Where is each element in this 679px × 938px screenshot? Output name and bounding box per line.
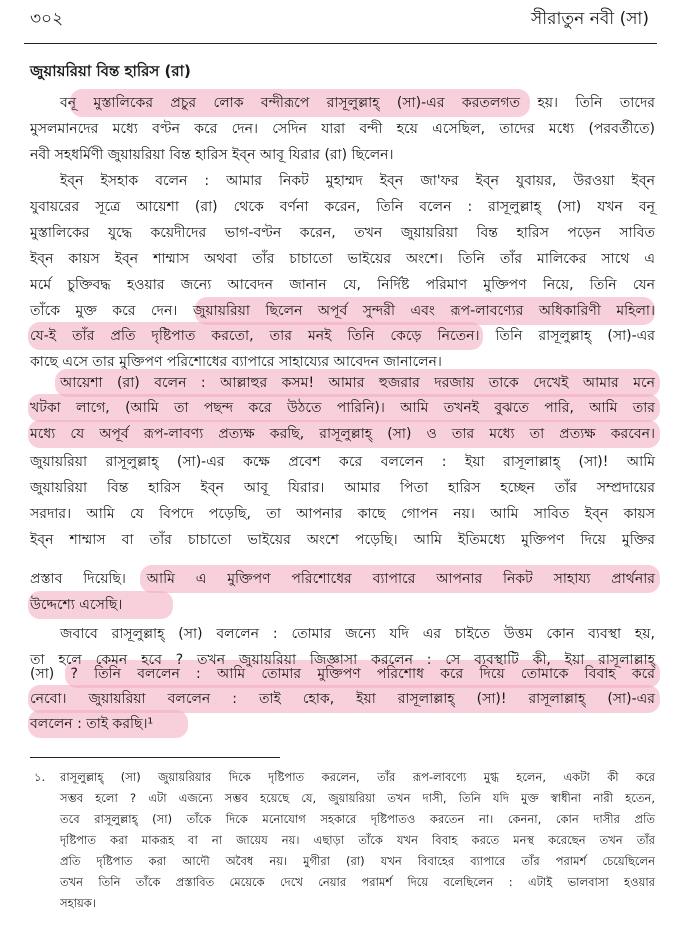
body-line: বনূ মুস্তালিকের প্রচুর লোক বন্দীরূপে রাসূলুল্লাহ্ (সা)-এর করতলগত হয়। তিনি তাদের xyxy=(60,95,655,111)
body-line: সরদার। আমি যে বিপদে পড়েছি, তা আপনার কাছে গোপন নয়। আমি সাবিত ইব্ন কায়স xyxy=(30,506,655,522)
body-line: মর্মে চুক্তিবদ্ধ হওয়ার জন্যে আবেদন জানান যে, নির্দিষ্ট পরিমাণ মুক্তিপণ নিয়ে, তিনি যেন xyxy=(30,277,655,293)
page-number: ৩০২ xyxy=(30,9,64,29)
body-line: ইব্ন শাম্মাস বা তাঁর চাচাতো ভাইয়ের অংশে পড়েছি। আমি ইতিমধ্যে মুক্তিপণ দিয়ে মুক্তির xyxy=(30,532,655,548)
body-line: মুসলমানদের মধ্যে বণ্টন করে দেন। সেদিন যারা বন্দী হয়ে এসেছিল, তাদের মধ্যে (পরবর্তীতে) xyxy=(30,121,655,137)
body-line: জবাবে রাসূলুল্লাহ্ (সা) বললেন : তোমার জন্যে যদি এর চাইতে উত্তম কোন ব্যবস্থা হয়, xyxy=(60,626,655,642)
header-rule xyxy=(24,43,657,44)
footnote-line: রাসূলুল্লাহ্ (সা) জুয়ায়রিয়ার দিকে দৃষ্টিপাত করলেন, তাঁর রূপ-লাবণ্যে মুগ্ধ হলেন, একটা কী করে xyxy=(60,770,655,784)
body-line: ইব্ন ইসহাক বলেন : আমার নিকট মুহাম্মদ ইব্ন জা'ফর ইব্ন যুবায়র, উরওয়া ইব্ন xyxy=(60,173,655,189)
body-line: জুয়ায়রিয়া রাসূলুল্লাহ্ (সা)-এর কক্ষে প্রবেশ করে বললেন : ইয়া রাসূলাল্লাহ্ (সা)! আমি xyxy=(30,454,655,470)
body-line: তাঁকে মুক্ত করে দেন। জুয়ায়রিয়া ছিলেন অপূর্ব সুন্দরী এবং রূপ-লাবণ্যের অধিকারিণী মহিলা। xyxy=(30,303,655,319)
body-line: ইব্ন কায়স ইব্ন শাম্মাস অথবা তাঁর চাচাতো ভাইয়ের অংশে। তিনি তাঁর মালিকের সাথে এ xyxy=(30,251,655,267)
footnote-line: প্রতি দৃষ্টিপাত করা আদৌ অবৈধ নয়। মুগীরা (রা) যখন বিবাহের ব্যাপারে তাঁর পরামর্শ চেয়েছিলেন xyxy=(60,854,655,868)
footnote-line: দৃষ্টিপাত করা মাকরূহ বা না জায়েয নয়। এছাড়া তাঁকে যখন বিবাহ করতে মনস্থ করেছেন তখন তাঁর xyxy=(60,833,655,847)
body-line: (সা) ? তিনি বললেন : আমি তোমার মুক্তিপণ পরিশোধ করে দিয়ে তোমাকে বিবাহ করে xyxy=(30,666,655,682)
body-line: কাছে এসে তার মুক্তিপণ পরিশোধের ব্যাপারে সাহায্যের আবেদন জানালেন। xyxy=(30,354,442,370)
footnote-line: তবে রাসূলুল্লাহ্ (সা) তাঁকে দিকে মনোযোগ সহকারে দৃষ্টিপাতও করতেন না। কেননা, কোন দাসীর প্রতি xyxy=(60,812,655,826)
section-heading: জুয়ায়রিয়া বিন্ত হারিস (রা) xyxy=(30,62,191,80)
body-line: জুয়ায়রিয়া বিন্ত হারিস ইব্ন আবূ যিরার। আমার পিতা হারিস হচ্ছেন তাঁর সম্প্রদায়ের xyxy=(30,480,655,496)
footnote-rule xyxy=(30,757,280,758)
body-line: আয়েশা (রা) বলেন : আল্লাহুর কসম! আমার হুজরার দরজায় তাকে দেখেই আমার মনে xyxy=(60,375,655,391)
body-line: যুবায়রের সূত্রে আয়েশা (রা) থেকে বর্ণনা করেন, তিনি বলেন : রাসূলুল্লাহ্ (সা) যখন বনূ xyxy=(30,199,655,215)
body-line: খটকা লাগে, (আমি তা পছন্দ করে উঠতে পারিনি)। আমি তখনই বুঝতে পারি, আমি তার xyxy=(30,400,655,416)
footnote-line: তখন তিনি তাঁকে প্রস্তাবিত মেয়েকে দেখে নেয়ার পরামর্শ দিয়ে বলেছিলেন : এটাই ভালবাসা হওয়ার xyxy=(60,875,655,889)
running-header-title: সীরাতুন নবী (সা) xyxy=(531,9,649,29)
footnote-number: ১. xyxy=(34,770,46,784)
body-line: তা হলে কেমন হবে ? তখন জুয়ায়রিয়া জিজ্ঞাসা করলেন : সে ব্যবস্থাটি কী, ইয়া রাসূলাল্লাহ্ xyxy=(30,652,655,668)
body-line: নবী সহধর্মিণী জুয়ায়রিয়া বিন্ত হারিস ইব্ন আবূ যিরার (রা) ছিলেন। xyxy=(30,147,394,163)
body-line: প্রস্তাব দিয়েছি। আমি এ মুক্তিপণ পরিশোধের ব্যাপারে আপনার নিকট সাহায্য প্রার্থনার xyxy=(30,571,655,587)
body-line: মুস্তালিকের যুদ্ধে কয়েদীদের ভাগ-বণ্টন করেন, তখন জুয়ায়রিয়া বিন্ত হারিস পড়েন সাবিত xyxy=(30,225,655,241)
footnote-line: সহায়ক। xyxy=(60,896,96,910)
body-line: নেবো। জুয়ায়রিয়া বললেন : তাই হোক, ইয়া রাসূলাল্লাহ্ (সা)! রাসূলাল্লাহ্ (সা)-এর xyxy=(30,691,655,707)
body-line: মধ্যে যে অপূর্ব রূপ-লাবণ্য প্রত্যক্ষ করছি, রাসূলুল্লাহ্ (সা) ও তার মধ্যে তা প্রত্যক্ষ করবেন। xyxy=(30,426,655,442)
footnote-line: সম্ভব হলো ? এটা এজন্যে সম্ভব হয়েছে যে, জুয়ায়রিয়া তখন দাসী, তিনি যদি মুক্ত স্বাধীনা নারী হতেন, xyxy=(60,791,655,805)
body-line: বললেন : তাই করছি।¹ xyxy=(30,716,154,732)
body-line: উদ্দেশ্যে এসেছি। xyxy=(30,597,123,613)
body-line: যে-ই তাঁর প্রতি দৃষ্টিপাত করতো, তার মনই তিনি কেড়ে নিতেন। তিনি রাসূলুল্লাহ্ (সা)-এর xyxy=(30,328,655,344)
